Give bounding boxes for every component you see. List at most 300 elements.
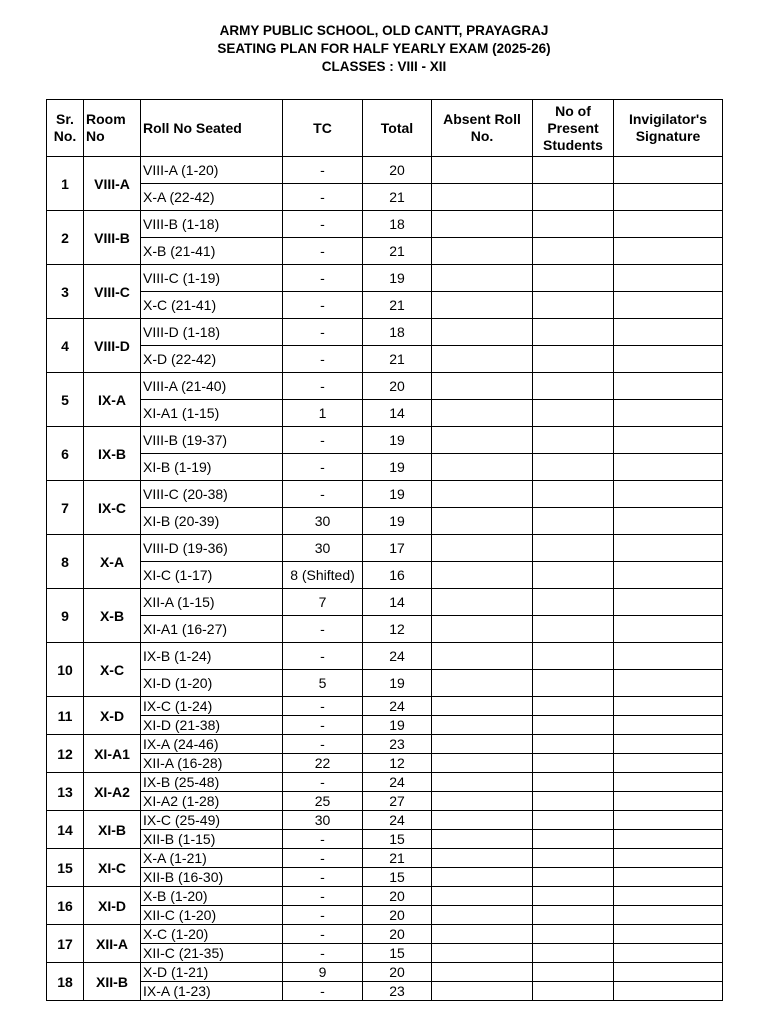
tc-cell: -: [283, 292, 363, 319]
document-header: [0, 22, 768, 76]
present-students-cell[interactable]: [533, 697, 614, 716]
sr-no-cell: 14: [47, 811, 84, 849]
tc-cell: 22: [283, 754, 363, 773]
present-students-cell[interactable]: [533, 481, 614, 508]
table-row: [47, 830, 723, 849]
invigilator-signature-cell[interactable]: [614, 616, 723, 643]
absent-roll-no-cell[interactable]: [432, 157, 533, 184]
col-absent-roll-no: Absent Roll No.: [432, 100, 533, 157]
tc-cell: -: [283, 944, 363, 963]
roll-no-seated-cell: XI-A2 (1-28): [141, 792, 283, 811]
present-students-cell[interactable]: [533, 265, 614, 292]
invigilator-signature-cell[interactable]: [614, 346, 723, 373]
present-students-cell[interactable]: [533, 589, 614, 616]
room-no-cell: X-B: [84, 589, 141, 643]
total-cell: 20: [363, 157, 432, 184]
tc-cell: -: [283, 906, 363, 925]
header-row: [47, 100, 723, 157]
absent-roll-no-cell[interactable]: [432, 211, 533, 238]
invigilator-signature-cell[interactable]: [614, 481, 723, 508]
total-cell: 24: [363, 811, 432, 830]
roll-no-seated-cell: IX-C (25-49): [141, 811, 283, 830]
room-no-cell: IX-C: [84, 481, 141, 535]
sr-no-cell: 6: [47, 427, 84, 481]
roll-no-seated-cell: X-D (1-21): [141, 963, 283, 982]
present-students-cell[interactable]: [533, 887, 614, 906]
seating-plan-body: [47, 157, 723, 1001]
present-students-cell[interactable]: [533, 792, 614, 811]
room-no-cell: VIII-C: [84, 265, 141, 319]
total-cell: 23: [363, 735, 432, 754]
absent-roll-no-cell[interactable]: [432, 238, 533, 265]
room-no-cell: X-A: [84, 535, 141, 589]
invigilator-signature-cell[interactable]: [614, 211, 723, 238]
roll-no-seated-cell: VIII-B (19-37): [141, 427, 283, 454]
roll-no-seated-cell: XII-B (1-15): [141, 830, 283, 849]
absent-roll-no-cell[interactable]: [432, 319, 533, 346]
total-cell: 20: [363, 963, 432, 982]
roll-no-seated-cell: VIII-A (1-20): [141, 157, 283, 184]
absent-roll-no-cell[interactable]: [432, 184, 533, 211]
tc-cell: 30: [283, 535, 363, 562]
absent-roll-no-cell[interactable]: [432, 849, 533, 868]
roll-no-seated-cell: XI-B (1-19): [141, 454, 283, 481]
tc-cell: -: [283, 238, 363, 265]
invigilator-signature-cell[interactable]: [614, 811, 723, 830]
table-row: [47, 319, 723, 346]
roll-no-seated-cell: VIII-C (1-19): [141, 265, 283, 292]
total-cell: 19: [363, 716, 432, 735]
absent-roll-no-cell[interactable]: [432, 982, 533, 1001]
table-row: [47, 982, 723, 1001]
present-students-cell[interactable]: [533, 944, 614, 963]
room-no-cell: VIII-D: [84, 319, 141, 373]
present-students-cell[interactable]: [533, 735, 614, 754]
table-row: [47, 754, 723, 773]
roll-no-seated-cell: XI-A1 (16-27): [141, 616, 283, 643]
roll-no-seated-cell: VIII-D (19-36): [141, 535, 283, 562]
tc-cell: 30: [283, 508, 363, 535]
sr-no-cell: 4: [47, 319, 84, 373]
total-cell: 19: [363, 265, 432, 292]
room-no-cell: IX-A: [84, 373, 141, 427]
absent-roll-no-cell[interactable]: [432, 868, 533, 887]
absent-roll-no-cell[interactable]: [432, 616, 533, 643]
table-row: [47, 508, 723, 535]
table-row: [47, 454, 723, 481]
tc-cell: -: [283, 319, 363, 346]
col-invigilator-signature: Invigilator's Signature: [614, 100, 723, 157]
present-students-cell[interactable]: [533, 508, 614, 535]
invigilator-signature-cell[interactable]: [614, 265, 723, 292]
roll-no-seated-cell: XI-D (21-38): [141, 716, 283, 735]
room-no-cell: XII-B: [84, 963, 141, 1001]
roll-no-seated-cell: XII-C (21-35): [141, 944, 283, 963]
invigilator-signature-cell[interactable]: [614, 508, 723, 535]
present-students-cell[interactable]: [533, 238, 614, 265]
sr-no-cell: 5: [47, 373, 84, 427]
invigilator-signature-cell[interactable]: [614, 373, 723, 400]
school-name: ARMY PUBLIC SCHOOL, OLD CANTT, PRAYAGRAJ: [219, 23, 549, 38]
table-row: [47, 616, 723, 643]
absent-roll-no-cell[interactable]: [432, 535, 533, 562]
total-cell: 14: [363, 589, 432, 616]
roll-no-seated-cell: IX-C (1-24): [141, 697, 283, 716]
present-students-cell[interactable]: [533, 157, 614, 184]
absent-roll-no-cell[interactable]: [432, 773, 533, 792]
absent-roll-no-cell[interactable]: [432, 589, 533, 616]
present-students-cell[interactable]: [533, 184, 614, 211]
table-row: [47, 670, 723, 697]
absent-roll-no-cell[interactable]: [432, 265, 533, 292]
absent-roll-no-cell[interactable]: [432, 963, 533, 982]
sr-no-cell: 11: [47, 697, 84, 735]
invigilator-signature-cell[interactable]: [614, 887, 723, 906]
table-row: [47, 535, 723, 562]
tc-cell: -: [283, 735, 363, 754]
roll-no-seated-cell: X-B (21-41): [141, 238, 283, 265]
absent-roll-no-cell[interactable]: [432, 754, 533, 773]
col-room-no: Room No: [84, 100, 141, 157]
col-sr-no: Sr. No.: [47, 100, 84, 157]
tc-cell: -: [283, 346, 363, 373]
total-cell: 18: [363, 319, 432, 346]
invigilator-signature-cell[interactable]: [614, 427, 723, 454]
invigilator-signature-cell[interactable]: [614, 697, 723, 716]
tc-cell: -: [283, 184, 363, 211]
tc-cell: -: [283, 643, 363, 670]
table-row: [47, 427, 723, 454]
tc-cell: -: [283, 887, 363, 906]
present-students-cell[interactable]: [533, 811, 614, 830]
roll-no-seated-cell: XII-B (16-30): [141, 868, 283, 887]
absent-roll-no-cell[interactable]: [432, 427, 533, 454]
invigilator-signature-cell[interactable]: [614, 830, 723, 849]
absent-roll-no-cell[interactable]: [432, 670, 533, 697]
table-row: [47, 400, 723, 427]
roll-no-seated-cell: X-C (1-20): [141, 925, 283, 944]
invigilator-signature-cell[interactable]: [614, 643, 723, 670]
roll-no-seated-cell: VIII-B (1-18): [141, 211, 283, 238]
absent-roll-no-cell[interactable]: [432, 508, 533, 535]
tc-cell: -: [283, 830, 363, 849]
table-row: [47, 735, 723, 754]
classes-subtitle: CLASSES : VIII - XII: [321, 59, 447, 74]
invigilator-signature-cell[interactable]: [614, 184, 723, 211]
absent-roll-no-cell[interactable]: [432, 830, 533, 849]
roll-no-seated-cell: X-A (1-21): [141, 849, 283, 868]
present-students-cell[interactable]: [533, 562, 614, 589]
sr-no-cell: 2: [47, 211, 84, 265]
present-students-cell[interactable]: [533, 754, 614, 773]
invigilator-signature-cell[interactable]: [614, 535, 723, 562]
present-students-cell[interactable]: [533, 319, 614, 346]
table-row: [47, 238, 723, 265]
table-row: [47, 944, 723, 963]
present-students-cell[interactable]: [533, 454, 614, 481]
total-cell: 21: [363, 184, 432, 211]
table-row: [47, 906, 723, 925]
roll-no-seated-cell: XII-C (1-20): [141, 906, 283, 925]
tc-cell: -: [283, 454, 363, 481]
total-cell: 12: [363, 754, 432, 773]
table-row: [47, 716, 723, 735]
table-row: [47, 211, 723, 238]
room-no-cell: VIII-A: [84, 157, 141, 211]
table-row: [47, 792, 723, 811]
absent-roll-no-cell[interactable]: [432, 944, 533, 963]
tc-cell: -: [283, 697, 363, 716]
tc-cell: -: [283, 982, 363, 1001]
table-row: [47, 184, 723, 211]
roll-no-seated-cell: IX-A (1-23): [141, 982, 283, 1001]
absent-roll-no-cell[interactable]: [432, 697, 533, 716]
invigilator-signature-cell[interactable]: [614, 906, 723, 925]
room-no-cell: XI-A2: [84, 773, 141, 811]
present-students-cell[interactable]: [533, 373, 614, 400]
tc-cell: -: [283, 265, 363, 292]
col-total: Total: [363, 100, 432, 157]
roll-no-seated-cell: XI-C (1-17): [141, 562, 283, 589]
absent-roll-no-cell[interactable]: [432, 292, 533, 319]
tc-cell: -: [283, 481, 363, 508]
tc-cell: 5: [283, 670, 363, 697]
invigilator-signature-cell[interactable]: [614, 400, 723, 427]
total-cell: 14: [363, 400, 432, 427]
table-row: [47, 265, 723, 292]
tc-cell: -: [283, 849, 363, 868]
total-cell: 21: [363, 849, 432, 868]
table-row: [47, 157, 723, 184]
total-cell: 16: [363, 562, 432, 589]
tc-cell: 8 (Shifted): [283, 562, 363, 589]
absent-roll-no-cell[interactable]: [432, 373, 533, 400]
total-cell: 24: [363, 773, 432, 792]
invigilator-signature-cell[interactable]: [614, 792, 723, 811]
invigilator-signature-cell[interactable]: [614, 716, 723, 735]
total-cell: 18: [363, 211, 432, 238]
total-cell: 15: [363, 944, 432, 963]
total-cell: 20: [363, 887, 432, 906]
roll-no-seated-cell: X-B (1-20): [141, 887, 283, 906]
table-row: [47, 292, 723, 319]
table-row: [47, 849, 723, 868]
invigilator-signature-cell[interactable]: [614, 963, 723, 982]
total-cell: 27: [363, 792, 432, 811]
invigilator-signature-cell[interactable]: [614, 735, 723, 754]
sr-no-cell: 15: [47, 849, 84, 887]
tc-cell: -: [283, 716, 363, 735]
room-no-cell: XI-B: [84, 811, 141, 849]
present-students-cell[interactable]: [533, 716, 614, 735]
room-no-cell: X-D: [84, 697, 141, 735]
absent-roll-no-cell[interactable]: [432, 811, 533, 830]
invigilator-signature-cell[interactable]: [614, 454, 723, 481]
present-students-cell[interactable]: [533, 963, 614, 982]
table-row: [47, 373, 723, 400]
room-no-cell: IX-B: [84, 427, 141, 481]
sr-no-cell: 3: [47, 265, 84, 319]
tc-cell: -: [283, 211, 363, 238]
present-students-cell[interactable]: [533, 868, 614, 887]
tc-cell: -: [283, 616, 363, 643]
document-title: SEATING PLAN FOR HALF YEARLY EXAM (2025-26): [217, 41, 551, 56]
roll-no-seated-cell: XI-A1 (1-15): [141, 400, 283, 427]
roll-no-seated-cell: XII-A (16-28): [141, 754, 283, 773]
present-students-cell[interactable]: [533, 670, 614, 697]
invigilator-signature-cell[interactable]: [614, 292, 723, 319]
room-no-cell: VIII-B: [84, 211, 141, 265]
total-cell: 17: [363, 535, 432, 562]
invigilator-signature-cell[interactable]: [614, 754, 723, 773]
total-cell: 21: [363, 292, 432, 319]
absent-roll-no-cell[interactable]: [432, 925, 533, 944]
tc-cell: 1: [283, 400, 363, 427]
sr-no-cell: 1: [47, 157, 84, 211]
invigilator-signature-cell[interactable]: [614, 319, 723, 346]
table-row: [47, 697, 723, 716]
tc-cell: -: [283, 427, 363, 454]
total-cell: 23: [363, 982, 432, 1001]
present-students-cell[interactable]: [533, 535, 614, 562]
total-cell: 19: [363, 670, 432, 697]
absent-roll-no-cell[interactable]: [432, 346, 533, 373]
col-present-students: No of Present Students: [533, 100, 614, 157]
tc-cell: 25: [283, 792, 363, 811]
total-cell: 19: [363, 481, 432, 508]
sr-no-cell: 16: [47, 887, 84, 925]
table-row: [47, 887, 723, 906]
invigilator-signature-cell[interactable]: [614, 944, 723, 963]
sr-no-cell: 13: [47, 773, 84, 811]
roll-no-seated-cell: VIII-C (20-38): [141, 481, 283, 508]
absent-roll-no-cell[interactable]: [432, 643, 533, 670]
total-cell: 24: [363, 643, 432, 670]
roll-no-seated-cell: X-A (22-42): [141, 184, 283, 211]
absent-roll-no-cell[interactable]: [432, 562, 533, 589]
present-students-cell[interactable]: [533, 849, 614, 868]
sr-no-cell: 10: [47, 643, 84, 697]
tc-cell: -: [283, 773, 363, 792]
absent-roll-no-cell[interactable]: [432, 887, 533, 906]
total-cell: 24: [363, 697, 432, 716]
table-row: [47, 346, 723, 373]
table-row: [47, 643, 723, 670]
roll-no-seated-cell: IX-A (24-46): [141, 735, 283, 754]
absent-roll-no-cell[interactable]: [432, 716, 533, 735]
table-row: [47, 868, 723, 887]
table-row: [47, 773, 723, 792]
roll-no-seated-cell: VIII-D (1-18): [141, 319, 283, 346]
table-row: [47, 963, 723, 982]
total-cell: 15: [363, 868, 432, 887]
absent-roll-no-cell[interactable]: [432, 906, 533, 925]
total-cell: 21: [363, 346, 432, 373]
tc-cell: -: [283, 868, 363, 887]
present-students-cell[interactable]: [533, 346, 614, 373]
absent-roll-no-cell[interactable]: [432, 454, 533, 481]
invigilator-signature-cell[interactable]: [614, 589, 723, 616]
absent-roll-no-cell[interactable]: [432, 400, 533, 427]
present-students-cell[interactable]: [533, 292, 614, 319]
invigilator-signature-cell[interactable]: [614, 982, 723, 1001]
present-students-cell[interactable]: [533, 830, 614, 849]
total-cell: 20: [363, 906, 432, 925]
total-cell: 20: [363, 373, 432, 400]
room-no-cell: XI-A1: [84, 735, 141, 773]
invigilator-signature-cell[interactable]: [614, 562, 723, 589]
present-students-cell[interactable]: [533, 616, 614, 643]
present-students-cell[interactable]: [533, 906, 614, 925]
sr-no-cell: 7: [47, 481, 84, 535]
invigilator-signature-cell[interactable]: [614, 773, 723, 792]
present-students-cell[interactable]: [533, 427, 614, 454]
present-students-cell[interactable]: [533, 400, 614, 427]
present-students-cell[interactable]: [533, 773, 614, 792]
invigilator-signature-cell[interactable]: [614, 849, 723, 868]
present-students-cell[interactable]: [533, 643, 614, 670]
present-students-cell[interactable]: [533, 982, 614, 1001]
tc-cell: -: [283, 925, 363, 944]
table-row: [47, 811, 723, 830]
seating-plan-table: [46, 99, 723, 1001]
absent-roll-no-cell[interactable]: [432, 792, 533, 811]
room-no-cell: XII-A: [84, 925, 141, 963]
tc-cell: -: [283, 157, 363, 184]
present-students-cell[interactable]: [533, 211, 614, 238]
absent-roll-no-cell[interactable]: [432, 735, 533, 754]
total-cell: 15: [363, 830, 432, 849]
roll-no-seated-cell: XI-D (1-20): [141, 670, 283, 697]
table-row: [47, 925, 723, 944]
sr-no-cell: 9: [47, 589, 84, 643]
absent-roll-no-cell[interactable]: [432, 481, 533, 508]
tc-cell: 30: [283, 811, 363, 830]
sr-no-cell: 17: [47, 925, 84, 963]
roll-no-seated-cell: IX-B (25-48): [141, 773, 283, 792]
invigilator-signature-cell[interactable]: [614, 238, 723, 265]
invigilator-signature-cell[interactable]: [614, 868, 723, 887]
col-tc: TC: [283, 100, 363, 157]
total-cell: 21: [363, 238, 432, 265]
roll-no-seated-cell: XI-B (20-39): [141, 508, 283, 535]
tc-cell: -: [283, 373, 363, 400]
roll-no-seated-cell: VIII-A (21-40): [141, 373, 283, 400]
table-row: [47, 481, 723, 508]
total-cell: 19: [363, 508, 432, 535]
room-no-cell: XI-C: [84, 849, 141, 887]
total-cell: 20: [363, 925, 432, 944]
invigilator-signature-cell[interactable]: [614, 670, 723, 697]
table-row: [47, 589, 723, 616]
table-row: [47, 562, 723, 589]
invigilator-signature-cell[interactable]: [614, 925, 723, 944]
present-students-cell[interactable]: [533, 925, 614, 944]
roll-no-seated-cell: X-D (22-42): [141, 346, 283, 373]
room-no-cell: XI-D: [84, 887, 141, 925]
invigilator-signature-cell[interactable]: [614, 157, 723, 184]
total-cell: 12: [363, 616, 432, 643]
sr-no-cell: 8: [47, 535, 84, 589]
sr-no-cell: 12: [47, 735, 84, 773]
roll-no-seated-cell: XII-A (1-15): [141, 589, 283, 616]
room-no-cell: X-C: [84, 643, 141, 697]
tc-cell: 7: [283, 589, 363, 616]
col-roll-no-seated: Roll No Seated: [141, 100, 283, 157]
tc-cell: 9: [283, 963, 363, 982]
roll-no-seated-cell: X-C (21-41): [141, 292, 283, 319]
total-cell: 19: [363, 427, 432, 454]
